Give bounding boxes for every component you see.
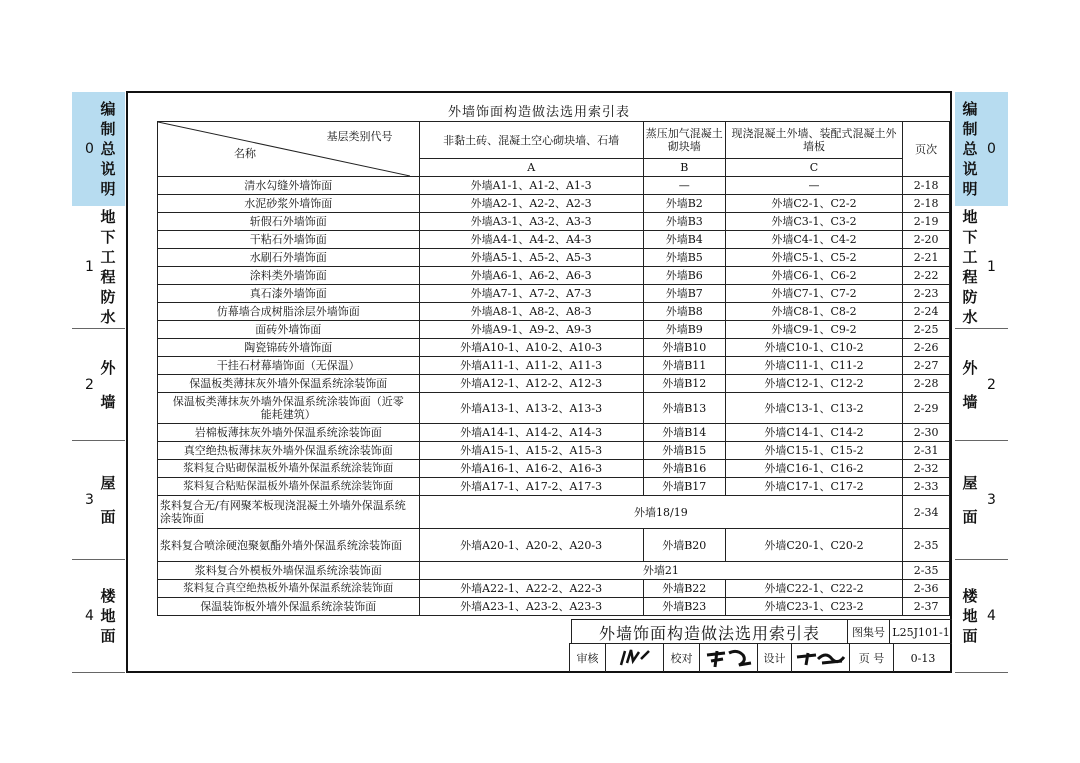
cell-c: 外墙C4-1、C4-2 bbox=[725, 231, 902, 249]
cell-a: 外墙A13-1、A13-2、A13-3 bbox=[419, 393, 643, 424]
chapter-label: 地 下 工 程 防 水 bbox=[962, 208, 978, 326]
name-header: 名称 bbox=[234, 147, 256, 160]
cell-b: 外墙B20 bbox=[643, 529, 725, 562]
cell-page: 2-23 bbox=[903, 285, 950, 303]
cell-a: 外墙A3-1、A3-2、A3-3 bbox=[419, 213, 643, 231]
diagonal-header-cell bbox=[158, 122, 420, 177]
row-name: 干粘石外墙饰面 bbox=[158, 231, 420, 249]
row-name: 真空绝热板薄抹灰外墙外保温系统涂装饰面 bbox=[158, 442, 420, 460]
chapter-label: 地 下 工 程 防 水 bbox=[100, 208, 116, 326]
chapter-tab-3[interactable] bbox=[72, 441, 125, 559]
cell-a: 外墙A7-1、A7-2、A7-3 bbox=[419, 285, 643, 303]
column-header-c: 现浇混凝土外墙、装配式混凝土外墙板 bbox=[725, 122, 902, 159]
column-header-b: 蒸压加气混凝土砌块墙 bbox=[643, 122, 725, 159]
chapter-number: 2 bbox=[987, 376, 996, 393]
cell-b: 外墙B10 bbox=[643, 339, 725, 357]
code-b: B bbox=[643, 159, 725, 177]
cell-a: 外墙A14-1、A14-2、A14-3 bbox=[419, 424, 643, 442]
chapter-number: 3 bbox=[987, 492, 996, 508]
table-row bbox=[158, 267, 950, 285]
cell-merged: 外墙18/19 bbox=[419, 496, 903, 529]
cell-b: 外墙B11 bbox=[643, 357, 725, 375]
table-row bbox=[158, 393, 950, 424]
cell-c: 外墙C10-1、C10-2 bbox=[725, 339, 902, 357]
cell-page: 2-18 bbox=[903, 195, 950, 213]
chapter-number: 4 bbox=[987, 608, 996, 624]
index-table bbox=[157, 121, 950, 616]
chapter-label: 屋 面 bbox=[100, 474, 116, 526]
cell-b: 外墙B22 bbox=[643, 580, 725, 598]
cell-b: 外墙B8 bbox=[643, 303, 725, 321]
cell-page: 2-32 bbox=[903, 460, 950, 478]
row-name: 干挂石材幕墙饰面（无保温） bbox=[158, 357, 420, 375]
row-name: 斩假石外墙饰面 bbox=[158, 213, 420, 231]
cell-b: 外墙B4 bbox=[643, 231, 725, 249]
cell-a: 外墙A22-1、A22-2、A22-3 bbox=[419, 580, 643, 598]
cell-page: 2-18 bbox=[903, 177, 950, 195]
row-name: 浆料复合无/有网聚苯板现浇混凝土外墙外保温系统涂装饰面 bbox=[158, 496, 420, 529]
cell-b: 外墙B7 bbox=[643, 285, 725, 303]
table-row bbox=[158, 562, 950, 580]
cell-a: 外墙A16-1、A16-2、A16-3 bbox=[419, 460, 643, 478]
sheet-title: 外墙饰面构造做法选用索引表 bbox=[572, 620, 848, 644]
chapter-tab-1[interactable] bbox=[72, 206, 125, 328]
cell-page: 2-37 bbox=[903, 598, 950, 616]
cell-page: 2-19 bbox=[903, 213, 950, 231]
cell-page: 2-28 bbox=[903, 375, 950, 393]
row-name: 保温装饰板外墙外保温系统涂装饰面 bbox=[158, 598, 420, 616]
chapter-label: 屋 面 bbox=[962, 474, 978, 526]
cell-b: 外墙B12 bbox=[643, 375, 725, 393]
code-a: A bbox=[419, 159, 643, 177]
chapter-number: 1 bbox=[85, 259, 94, 275]
row-name: 保温板类薄抹灰外墙外保温系统涂装饰面（近零能耗建筑） bbox=[158, 393, 420, 424]
table-row bbox=[158, 285, 950, 303]
cell-a: 外墙A12-1、A12-2、A12-3 bbox=[419, 375, 643, 393]
signature-icon bbox=[615, 647, 655, 669]
cell-c: 外墙C16-1、C16-2 bbox=[725, 460, 902, 478]
cell-c: 外墙C17-1、C17-2 bbox=[725, 478, 902, 496]
cell-b: 外墙B15 bbox=[643, 442, 725, 460]
signature-icon bbox=[794, 647, 848, 669]
row-name: 浆料复合贴砌保温板外墙外保温系统涂装饰面 bbox=[158, 460, 420, 478]
tab-divider bbox=[955, 672, 1008, 673]
table-row bbox=[158, 375, 950, 393]
cell-c: 外墙C5-1、C5-2 bbox=[725, 249, 902, 267]
cell-a: 外墙A23-1、A23-2、A23-3 bbox=[419, 598, 643, 616]
cell-a: 外墙A9-1、A9-2、A9-3 bbox=[419, 321, 643, 339]
cell-b: 外墙B6 bbox=[643, 267, 725, 285]
cell-b: — bbox=[643, 177, 725, 195]
cell-page: 2-20 bbox=[903, 231, 950, 249]
cell-a: 外墙A10-1、A10-2、A10-3 bbox=[419, 339, 643, 357]
table-row bbox=[158, 321, 950, 339]
row-name: 岩棉板薄抹灰外墙外保温系统涂装饰面 bbox=[158, 424, 420, 442]
cell-c: 外墙C13-1、C13-2 bbox=[725, 393, 902, 424]
table-row bbox=[158, 177, 950, 195]
chapter-label: 编 制 总 说 明 bbox=[100, 100, 116, 198]
chapter-number: 2 bbox=[85, 376, 94, 393]
column-header-page: 页次 bbox=[903, 122, 950, 177]
chapter-tab-0[interactable] bbox=[72, 92, 125, 206]
cell-b: 外墙B5 bbox=[643, 249, 725, 267]
cell-page: 2-33 bbox=[903, 478, 950, 496]
cell-page: 2-36 bbox=[903, 580, 950, 598]
cell-page: 2-31 bbox=[903, 442, 950, 460]
row-name: 涂料类外墙饰面 bbox=[158, 267, 420, 285]
table-row bbox=[158, 231, 950, 249]
cell-c: 外墙C20-1、C20-2 bbox=[725, 529, 902, 562]
cell-a: 外墙A6-1、A6-2、A6-3 bbox=[419, 267, 643, 285]
title-block-row-2 bbox=[569, 643, 952, 672]
table-row bbox=[158, 442, 950, 460]
cell-b: 外墙B17 bbox=[643, 478, 725, 496]
table-row bbox=[158, 424, 950, 442]
row-name: 浆料复合粘贴保温板外墙外保温系统涂装饰面 bbox=[158, 478, 420, 496]
cell-a: 外墙A2-1、A2-2、A2-3 bbox=[419, 195, 643, 213]
cell-a: 外墙A5-1、A5-2、A5-3 bbox=[419, 249, 643, 267]
chapter-tab-1[interactable] bbox=[955, 206, 1008, 328]
table-row bbox=[158, 339, 950, 357]
cell-page: 2-25 bbox=[903, 321, 950, 339]
chapter-tab-4[interactable] bbox=[72, 560, 125, 672]
cell-c: 外墙C8-1、C8-2 bbox=[725, 303, 902, 321]
chapter-number: 3 bbox=[85, 492, 94, 508]
cell-c: 外墙C11-1、C11-2 bbox=[725, 357, 902, 375]
code-c: C bbox=[725, 159, 902, 177]
cell-c: 外墙C12-1、C12-2 bbox=[725, 375, 902, 393]
cell-b: 外墙B2 bbox=[643, 195, 725, 213]
cell-page: 2-21 bbox=[903, 249, 950, 267]
chapter-tab-2[interactable] bbox=[72, 329, 125, 440]
chapter-number: 1 bbox=[987, 259, 996, 275]
table-row bbox=[158, 460, 950, 478]
atlas-number: L25J101-1 bbox=[892, 625, 950, 639]
chapter-tab-4[interactable] bbox=[955, 560, 1008, 672]
cell-b: 外墙B3 bbox=[643, 213, 725, 231]
chapter-label: 外 墙 bbox=[962, 358, 978, 411]
check-label: 校对 bbox=[664, 644, 700, 672]
cell-page: 2-29 bbox=[903, 393, 950, 424]
row-name: 水刷石外墙饰面 bbox=[158, 249, 420, 267]
design-label: 设计 bbox=[758, 644, 792, 672]
chapter-label: 楼 地 面 bbox=[962, 587, 978, 645]
chapter-tab-3[interactable] bbox=[955, 441, 1008, 559]
cell-c: 外墙C9-1、C9-2 bbox=[725, 321, 902, 339]
cell-page: 2-35 bbox=[903, 562, 950, 580]
cell-page: 2-30 bbox=[903, 424, 950, 442]
cell-b: 外墙B16 bbox=[643, 460, 725, 478]
title-block bbox=[571, 619, 951, 671]
row-name: 真石漆外墙饰面 bbox=[158, 285, 420, 303]
cell-c: 外墙C22-1、C22-2 bbox=[725, 580, 902, 598]
page-label: 页 号 bbox=[850, 644, 894, 672]
table-row bbox=[158, 598, 950, 616]
column-header-a: 非黏土砖、混凝土空心砌块墙、石墙 bbox=[419, 122, 643, 159]
tab-divider bbox=[72, 672, 125, 673]
row-name: 面砖外墙饰面 bbox=[158, 321, 420, 339]
title-block-row-1 bbox=[571, 619, 952, 644]
cell-page: 2-22 bbox=[903, 267, 950, 285]
cell-b: 外墙B9 bbox=[643, 321, 725, 339]
cell-c: — bbox=[725, 177, 902, 195]
signature-icon bbox=[703, 647, 755, 669]
cell-c: 外墙C2-1、C2-2 bbox=[725, 195, 902, 213]
cell-a: 外墙A17-1、A17-2、A17-3 bbox=[419, 478, 643, 496]
cell-page: 2-27 bbox=[903, 357, 950, 375]
table-row bbox=[158, 478, 950, 496]
table-row bbox=[158, 580, 950, 598]
table-row bbox=[158, 496, 950, 529]
row-name: 仿幕墙合成树脂涂层外墙饰面 bbox=[158, 303, 420, 321]
table-title: 外墙饰面构造做法选用索引表 bbox=[447, 105, 630, 120]
cell-page: 2-34 bbox=[903, 496, 950, 529]
chapter-label: 楼 地 面 bbox=[100, 587, 116, 645]
row-name: 浆料复合外模板外墙保温系统涂装饰面 bbox=[158, 562, 420, 580]
table-row bbox=[158, 357, 950, 375]
page-number: 0-13 bbox=[910, 651, 936, 665]
atlas-label: 图集号 bbox=[848, 620, 890, 644]
cell-page: 2-35 bbox=[903, 529, 950, 562]
cell-c: 外墙C7-1、C7-2 bbox=[725, 285, 902, 303]
review-signature bbox=[606, 644, 664, 672]
chapter-label: 外 墙 bbox=[100, 358, 116, 411]
row-name: 浆料复合真空绝热板外墙外保温系统涂装饰面 bbox=[158, 580, 420, 598]
row-name: 陶瓷锦砖外墙饰面 bbox=[158, 339, 420, 357]
chapter-tab-0[interactable] bbox=[955, 92, 1008, 206]
review-label: 审核 bbox=[570, 644, 606, 672]
design-signature bbox=[792, 644, 850, 672]
cell-a: 外墙A15-1、A15-2、A15-3 bbox=[419, 442, 643, 460]
cell-page: 2-24 bbox=[903, 303, 950, 321]
cell-c: 外墙C14-1、C14-2 bbox=[725, 424, 902, 442]
cell-a: 外墙A4-1、A4-2、A4-3 bbox=[419, 231, 643, 249]
table-row bbox=[158, 529, 950, 562]
cell-page: 2-26 bbox=[903, 339, 950, 357]
row-name: 清水勾缝外墙饰面 bbox=[158, 177, 420, 195]
cell-a: 外墙A1-1、A1-2、A1-3 bbox=[419, 177, 643, 195]
chapter-tab-2[interactable] bbox=[955, 329, 1008, 440]
table-row bbox=[158, 303, 950, 321]
cell-c: 外墙C15-1、C15-2 bbox=[725, 442, 902, 460]
check-signature bbox=[700, 644, 758, 672]
chapter-number: 0 bbox=[85, 141, 94, 157]
base-code-header: 基层类别代号 bbox=[326, 130, 393, 143]
row-name: 水泥砂浆外墙饰面 bbox=[158, 195, 420, 213]
cell-a: 外墙A20-1、A20-2、A20-3 bbox=[419, 529, 643, 562]
chapter-number: 4 bbox=[85, 608, 94, 624]
cell-b: 外墙B14 bbox=[643, 424, 725, 442]
cell-merged: 外墙21 bbox=[419, 562, 903, 580]
cell-b: 外墙B23 bbox=[643, 598, 725, 616]
cell-c: 外墙C3-1、C3-2 bbox=[725, 213, 902, 231]
cell-c: 外墙C23-1、C23-2 bbox=[725, 598, 902, 616]
row-name: 保温板类薄抹灰外墙外保温系统涂装饰面 bbox=[158, 375, 420, 393]
cell-a: 外墙A11-1、A11-2、A11-3 bbox=[419, 357, 643, 375]
table-row bbox=[158, 249, 950, 267]
table-row bbox=[158, 195, 950, 213]
chapter-label: 编 制 总 说 明 bbox=[962, 100, 978, 198]
cell-a: 外墙A8-1、A8-2、A8-3 bbox=[419, 303, 643, 321]
chapter-number: 0 bbox=[987, 141, 996, 157]
drawing-frame bbox=[126, 91, 952, 673]
cell-b: 外墙B13 bbox=[643, 393, 725, 424]
table-row bbox=[158, 213, 950, 231]
row-name: 浆料复合喷涂硬泡聚氨酯外墙外保温系统涂装饰面 bbox=[158, 529, 420, 562]
cell-c: 外墙C6-1、C6-2 bbox=[725, 267, 902, 285]
